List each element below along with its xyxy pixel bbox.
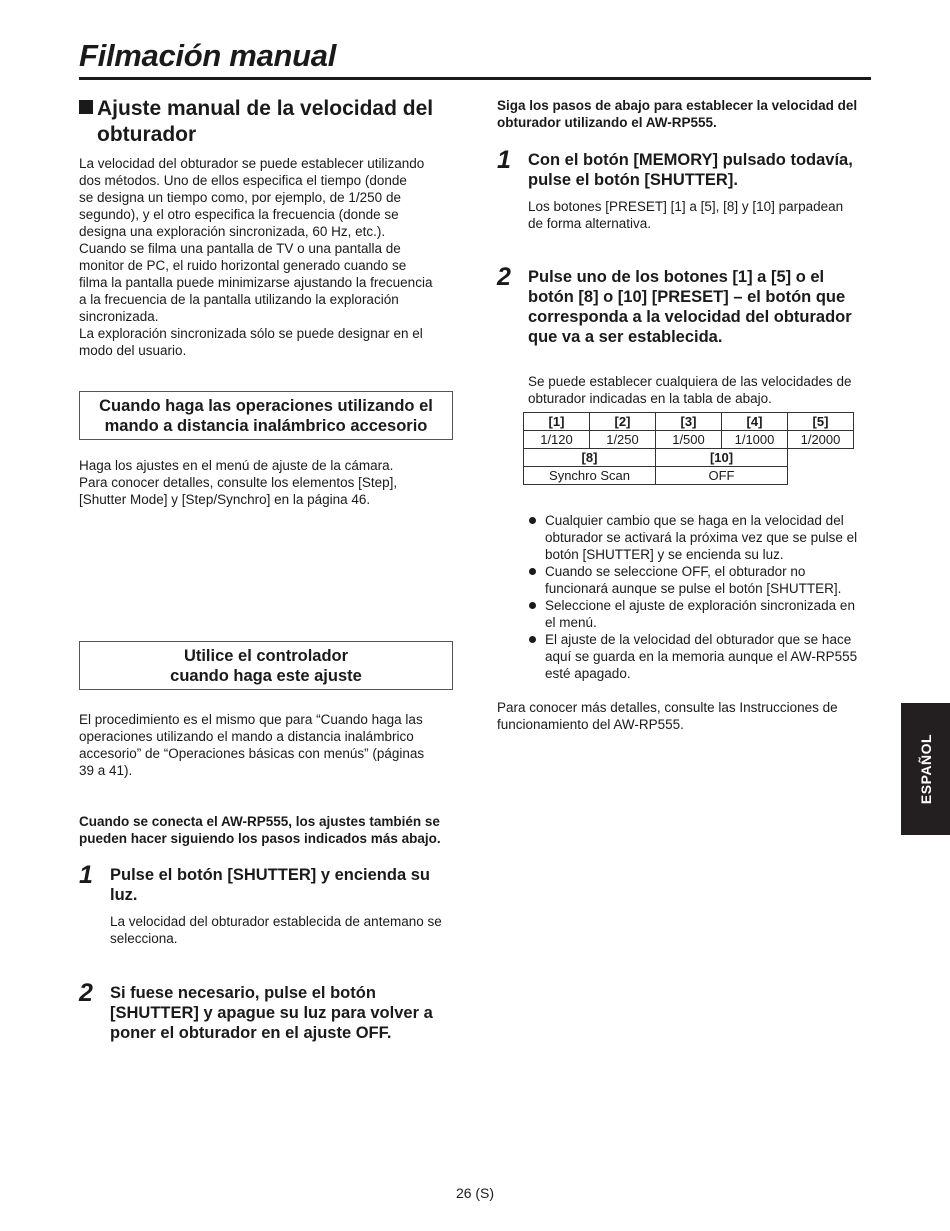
step-heading: Si fuese necesario, pulse el botón [SHUTTER] y apague su luz para volver a poner el obturador en el ajuste OFF. (110, 984, 433, 1042)
step-body: Se puede establecer cualquiera de las velocidades de obturador indicadas en la tabla de abajo. (528, 374, 852, 406)
notes-list (527, 512, 873, 682)
table-row (524, 449, 854, 467)
table-cell: [3] (656, 413, 722, 431)
list-item: Cualquier cambio que se haga en la velocidad del obturador se activará la próxima vez que se pulse el botón [SHUTTER] y se encienda su luz. (527, 512, 873, 563)
table-cell: OFF (656, 467, 788, 485)
table-cell: [5] (788, 413, 854, 431)
shutter-speed-table (523, 412, 854, 485)
step-number: 1 (79, 861, 93, 889)
table-cell: 1/250 (590, 431, 656, 449)
right-step-1 (497, 146, 877, 232)
list-item: Seleccione el ajuste de exploración sincronizada en el menú. (527, 597, 873, 631)
step-heading: Con el botón [MEMORY] pulsado todavía, pulse el botón [SHUTTER]. (528, 151, 853, 189)
step-heading: Pulse uno de los botones [1] a [5] o el botón [8] o [10] [PRESET] – el botón que corresponda a la velocidad del obturador que va a ser establecida. (528, 268, 852, 346)
table-cell: [10] (656, 449, 788, 467)
step-heading: Pulse el botón [SHUTTER] y encienda su luz. (110, 866, 430, 904)
title-rule (79, 77, 871, 80)
controller-text: El procedimiento es el mismo que para “Cuando haga las operaciones utilizando el mando a distancia inalámbrico accesorio” de “Operaciones básicas con menús” (páginas 39 a 41). (79, 712, 425, 778)
table-row (524, 467, 854, 485)
aw-rp555-note: Cuando se conecta el AW-RP555, los ajustes también se pueden hacer siguiendo los pasos indicados más abajo. (79, 814, 441, 846)
table-cell: Synchro Scan (524, 467, 656, 485)
closing-text: Para conocer más detalles, consulte las Instrucciones de funcionamiento del AW-RP555. (497, 700, 838, 732)
table-cell: 1/120 (524, 431, 590, 449)
table-cell: [1] (524, 413, 590, 431)
step-number: 1 (497, 146, 511, 174)
intro-paragraph: La velocidad del obturador se puede establecer utilizando dos métodos. Uno de ellos especifica el tiempo (donde se designa un tiempo como, por ejemplo, de 1/250 de segundo), y el otro especifica la frecuencia (donde se designa una exploración sincronizada, 60 Hz, etc.). Cuando se filma una pantalla de TV o una pantalla de monitor de PC, el ruido horizontal generado cuando se filma la pantalla puede minimizarse ajustando la frecuencia a la frecuencia de la pantalla utilizando la exploración sincronizada. La exploración sincronizada sólo se puede designar en el modo del usuario. (79, 156, 433, 358)
step-number: 2 (79, 979, 93, 1007)
table-cell: [8] (524, 449, 656, 467)
page-number: 26 (S) (455, 1185, 495, 1201)
left-step-2 (79, 979, 459, 1043)
step-number: 2 (497, 263, 511, 291)
language-tab: ESPAÑOL (901, 703, 950, 835)
bullet-icon (529, 517, 536, 524)
table-cell: 1/500 (656, 431, 722, 449)
table-row (524, 431, 854, 449)
table-row (524, 413, 854, 431)
list-item: Cuando se seleccione OFF, el obturador no funcionará aunque se pulse el botón [SHUTTER]. (527, 563, 873, 597)
section-heading: Ajuste manual de la velocidad del obturador (79, 96, 459, 148)
controller-box: Utilice el controlador cuando haga este ajuste (79, 641, 453, 690)
bullet-icon (529, 602, 536, 609)
table-cell: 1/1000 (722, 431, 788, 449)
table-cell: [2] (590, 413, 656, 431)
square-bullet-icon (79, 100, 93, 114)
table-cell: [4] (722, 413, 788, 431)
bullet-icon (529, 636, 536, 643)
wireless-remote-box: Cuando haga las operaciones utilizando el mando a distancia inalámbrico accesorio (79, 391, 453, 440)
left-step-1 (79, 861, 459, 947)
table-cell: 1/2000 (788, 431, 854, 449)
bullet-icon (529, 568, 536, 575)
right-intro: Siga los pasos de abajo para establecer la velocidad del obturador utilizando el AW-RP555. (497, 98, 858, 130)
right-step-2 (497, 263, 877, 407)
page-title: Filmación manual (79, 38, 337, 73)
step-body: Los botones [PRESET] [1] a [5], [8] y [10] parpadean de forma alternativa. (528, 199, 844, 231)
step-body: La velocidad del obturador establecida de antemano se selecciona. (110, 914, 442, 946)
list-item: El ajuste de la velocidad del obturador que se hace aquí se guarda en la memoria aunque el AW-RP555 esté apagado. (527, 631, 873, 682)
wireless-remote-text: Haga los ajustes en el menú de ajuste de la cámara. Para conocer detalles, consulte los elementos [Step], [Shutter Mode] y [Step/Synchro] en la página 46. (79, 458, 398, 507)
